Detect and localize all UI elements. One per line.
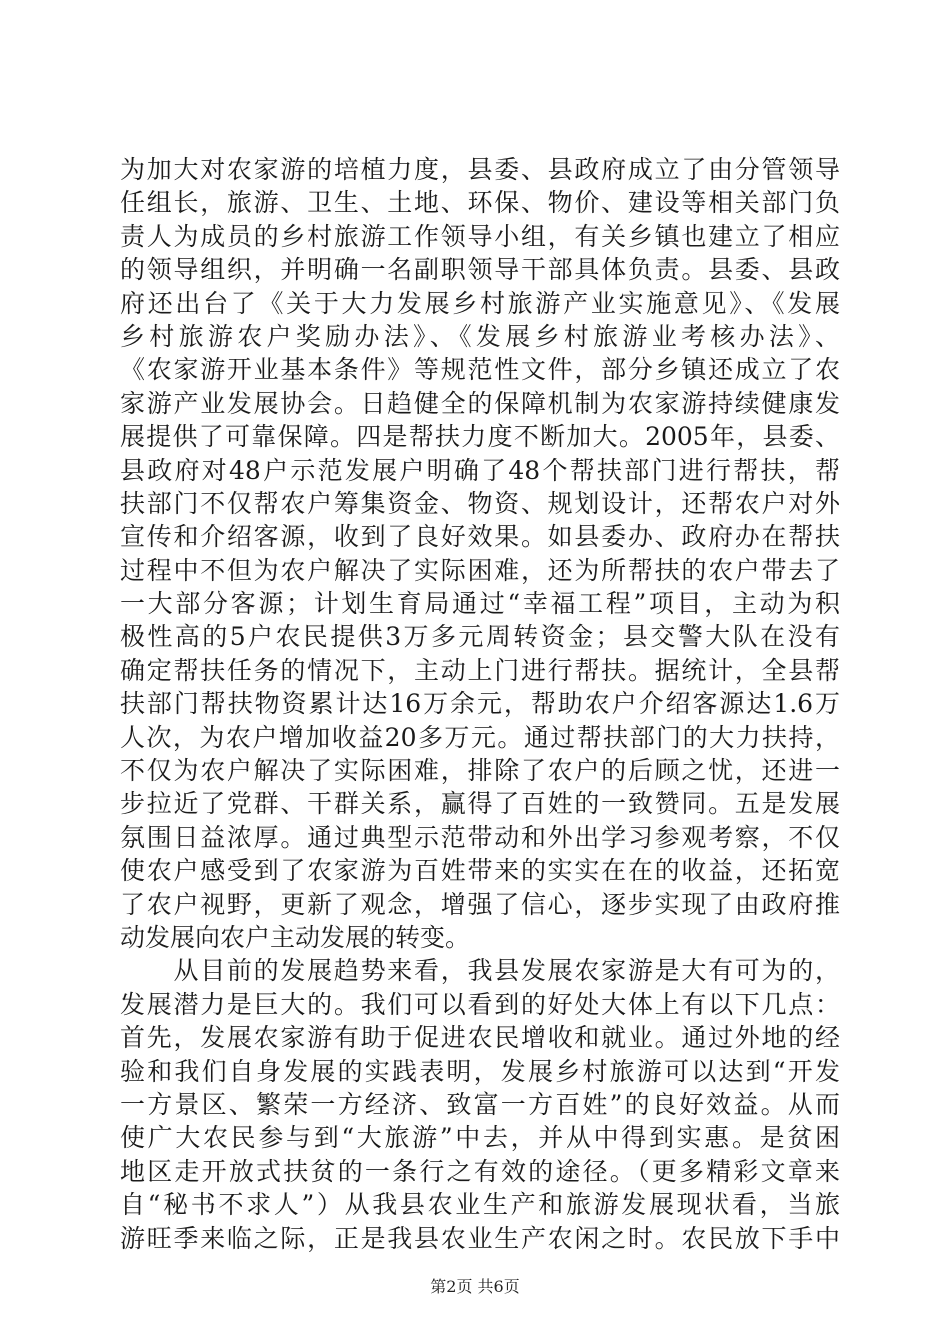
body-text	[120, 153, 840, 1255]
text-line: 宣传和介绍客源，收到了良好效果。如县委办、政府办在帮扶	[120, 522, 840, 552]
text-line: 使农户感受到了农家游为百姓带来的实实在在的收益，还拓宽	[120, 856, 840, 886]
text-line: 地区走开放式扶贫的一条行之有效的途径。（更多精彩文章来	[120, 1156, 840, 1186]
text-line: 县政府对48户示范发展户明确了48个帮扶部门进行帮扶，帮	[120, 455, 840, 485]
text-line: 不仅为农户解决了实际困难，排除了农户的后顾之忧，还进一	[120, 756, 840, 786]
text-line: 极性高的5户农民提供3万多元周转资金；县交警大队在没有	[120, 622, 840, 652]
text-line: 确定帮扶任务的情况下，主动上门进行帮扶。据统计，全县帮	[120, 655, 840, 685]
text-line: 任组长，旅游、卫生、土地、环保、物价、建设等相关部门负	[120, 188, 840, 218]
text-line: 家游产业发展协会。日趋健全的保障机制为农家游持续健康发	[120, 388, 840, 418]
page-number-footer: 第2页 共6页	[430, 1277, 520, 1296]
text-line: 一方景区、繁荣一方经济、致富一方百姓”的良好效益。从而	[120, 1089, 840, 1119]
text-line: 氛围日益浓厚。通过典型示范带动和外出学习参观考察，不仅	[120, 822, 840, 852]
text-line: 发展潜力是巨大的。我们可以看到的好处大体上有以下几点：	[120, 989, 840, 1019]
text-line: 责人为成员的乡村旅游工作领导小组，有关乡镇也建立了相应	[120, 221, 840, 251]
paragraph-end-line: 动发展向农户主动发展的转变。	[120, 922, 471, 952]
text-line: 首先，发展农家游有助于促进农民增收和就业。通过外地的经	[120, 1023, 840, 1053]
text-line: 过程中不但为农户解决了实际困难，还为所帮扶的农户带去了	[120, 555, 840, 585]
text-line: 乡村旅游农户奖励办法》、《发展乡村旅游业考核办法》、	[120, 321, 840, 351]
text-line: 的领导组织，并明确一名副职领导干部具体负责。县委、县政	[120, 255, 840, 285]
text-line: 府还出台了《关于大力发展乡村旅游产业实施意见》、《发展	[120, 288, 840, 318]
text-line: 了农户视野，更新了观念，增强了信心，逐步实现了由政府推	[120, 889, 840, 919]
text-line: 验和我们自身发展的实践表明，发展乡村旅游可以达到“开发	[120, 1056, 840, 1086]
text-line: 扶部门帮扶物资累计达16万余元，帮助农户介绍客源达1.6万	[120, 689, 840, 719]
text-line: 扶部门不仅帮农户筹集资金、物资、规划设计，还帮农户对外	[120, 488, 840, 518]
text-line: 游旺季来临之际，正是我县农业生产农闲之时。农民放下手中	[120, 1223, 840, 1253]
text-line: 为加大对农家游的培植力度，县委、县政府成立了由分管领导	[120, 155, 840, 184]
text-line: 一大部分客源；计划生育局通过“幸福工程”项目，主动为积	[120, 589, 840, 619]
text-line: 自“秘书不求人”）从我县农业生产和旅游发展现状看，当旅	[120, 1190, 840, 1220]
text-line: 步拉近了党群、干群关系，赢得了百姓的一致赞同。五是发展	[120, 789, 840, 819]
text-line: 使广大农民参与到“大旅游”中去，并从中得到实惠。是贫困	[120, 1123, 840, 1153]
text-line: 人次，为农户增加收益20多万元。通过帮扶部门的大力扶持，	[120, 722, 840, 752]
text-line: 《农家游开业基本条件》等规范性文件，部分乡镇还成立了农	[120, 355, 840, 385]
text-line: 展提供了可靠保障。四是帮扶力度不断加大。2005年，县委、	[120, 422, 840, 452]
text-line: 从目前的发展趋势来看，我县发展农家游是大有可为的，	[120, 956, 840, 986]
